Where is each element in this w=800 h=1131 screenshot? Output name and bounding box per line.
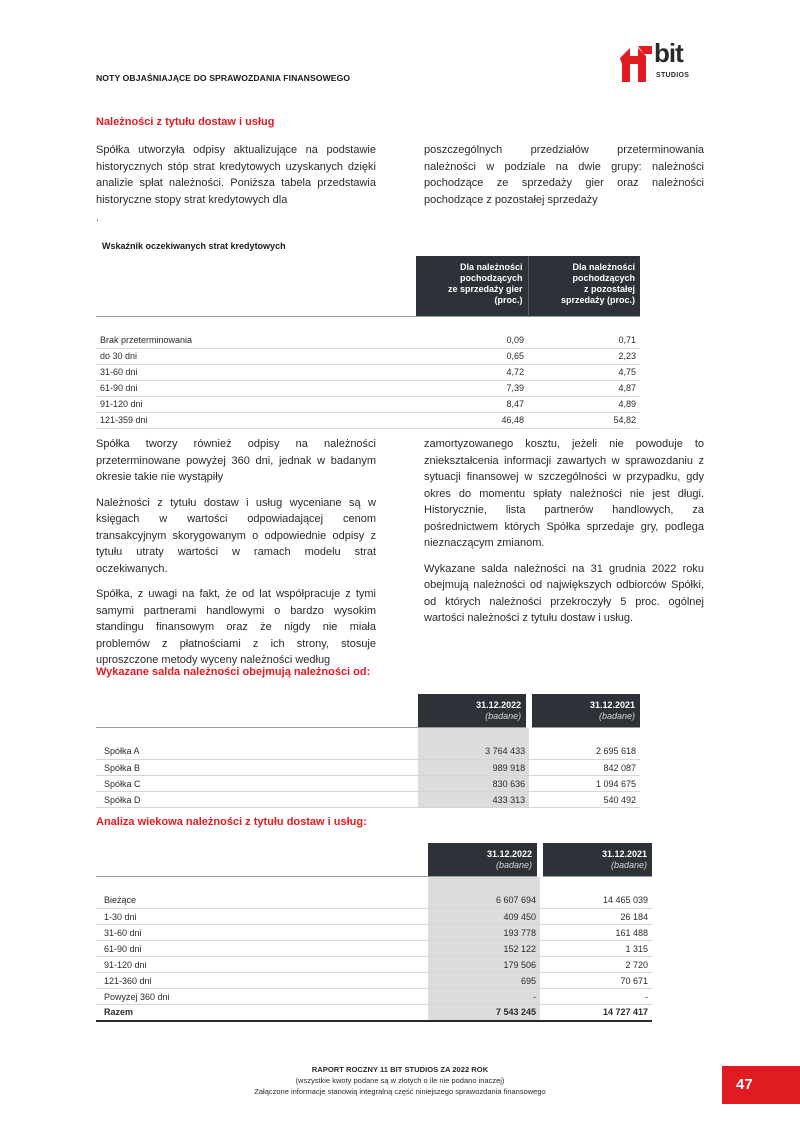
table-row: 121-360 dni 695 70 671: [96, 973, 652, 989]
total-row: Razem 7 543 245 14 727 417: [96, 1005, 652, 1021]
ecl-col-games-header: Dla należności pochodzących ze sprzedaży gier (proc.): [416, 256, 528, 316]
table-row: 91-120 dni 8,47 4,89: [96, 396, 640, 412]
intro-paragraph-left: Spółka utworzyła odpisy aktualizujące na podstawie historycznych stóp strat kredytowych uzyskanych dzięki analizie spłat należności. Poniższa tabela przedstawia historyczne stopy strat kredytowych dla: [96, 144, 376, 206]
policy-paragraph: Wykazane salda należności na 31 grudnia 2022 roku obejmują należności od największych odbiorców Spółki, od których należności przekroczyły 5 proc. ogólnej wartości należności z tytułu dostaw i usług.: [424, 562, 704, 624]
footer-integral-note: Załączone informacje stanowią integralną część niniejszego sprawozdania finansowego: [254, 1087, 546, 1096]
aging-col-2021-header: 31.12.2021 (badane): [540, 843, 652, 877]
stray-dot: .: [96, 213, 99, 224]
section-title-receivables: Należności z tytułu dostaw i usług: [96, 116, 275, 128]
ecl-table-header-row: [96, 256, 640, 316]
intro-paragraph-right: poszczególnych przedziałów przeterminowania należności w podziale na dwie grupy: należności pochodzące ze sprzedaży gier oraz należności pochodzące z pozostałej sprzedaży: [424, 144, 704, 206]
page-number: 47: [722, 1066, 800, 1104]
logo-text: bit: [654, 38, 683, 68]
table-row: do 30 dni 0,65 2,23: [96, 348, 640, 364]
table-row: 91-120 dni 179 506 2 720: [96, 957, 652, 973]
document-header-title: NOTY OBJAŚNIAJĄCE DO SPRAWOZDANIA FINANSOWEGO: [96, 73, 351, 83]
balances-header-row: [96, 694, 640, 728]
intro-text-right: [424, 142, 704, 217]
table-row: 1-30 dni 409 450 26 184: [96, 909, 652, 925]
ecl-col-other-header: Dla należności pochodzących z pozostałej sprzedaży (proc.): [528, 256, 640, 316]
aging-table: [96, 843, 652, 1022]
policy-paragraph: Należności z tytułu dostaw i usług wyceniane są w księgach w wartości odpowiadającej cenom transakcyjnym skorygowanym o odpowiednie odpisy z tytułu utraty wartości w ramach modelu strat oczekiwanych.: [96, 496, 376, 575]
table-row: Bieżące 6 607 694 14 465 039: [96, 893, 652, 909]
table-row: 61-90 dni 152 122 1 315: [96, 941, 652, 957]
policy-text-right: [424, 436, 704, 636]
table-row: Spółka B 989 918 842 087: [96, 760, 640, 776]
section-title-aging: Analiza wiekowa należności z tytułu dostaw i usług:: [96, 816, 367, 828]
table-row: Spółka D 433 313 540 492: [96, 792, 640, 808]
balances-col-2021-header: 31.12.2021 (badane): [529, 694, 640, 728]
ecl-table-caption: Wskaźnik oczekiwanych strat kredytowych: [102, 241, 286, 251]
balances-col-2022-header: 31.12.2022 (badane): [418, 694, 529, 728]
balances-table: [96, 694, 640, 808]
page-footer: [0, 1064, 800, 1097]
footer-currency-note: (wszystkie kwoty podane są w złotych o ile nie podano inaczej): [295, 1076, 505, 1085]
table-row: 31-60 dni 193 778 161 488: [96, 925, 652, 941]
policy-paragraph: Spółka tworzy również odpisy na należności przeterminowane powyżej 360 dni, jednak w badanym okresie takie nie wystąpiły: [96, 438, 376, 483]
table-row: Brak przeterminowania 0,09 0,71: [96, 332, 640, 348]
table-row: Spółka A 3 764 433 2 695 618: [96, 744, 640, 760]
aging-header-row: [96, 843, 652, 877]
intro-text-left: [96, 142, 376, 217]
footer-report-title: RAPORT ROCZNY 11 BIT STUDIOS ZA 2022 ROK: [311, 1065, 489, 1074]
table-row: Powyżej 360 dni - -: [96, 989, 652, 1005]
section-title-balances: Wykazane salda należności obejmują należności od:: [96, 666, 371, 678]
table-row: Spółka C 830 636 1 094 675: [96, 776, 640, 792]
ecl-table: [96, 256, 640, 429]
aging-col-2022-header: 31.12.2022 (badane): [428, 843, 540, 877]
policy-paragraph: zamortyzowanego kosztu, jeżeli nie powoduje to zniekształcenia informacji zawartych w sprawozdaniu z sytuacji finansowej w szczególności w przypadku, gdy okres do momentu spłaty należności nie jest długi. Historycznie, lista partnerów handlowych, za pośrednictwem których Spółka sprzedaje gry, podlega nieznaczącym zmianom.: [424, 438, 704, 549]
policy-text-left: [96, 436, 376, 678]
policy-paragraph: Spółka, z uwagi na fakt, że od lat współpracuje z tymi samymi partnerami handlowymi o bardzo wysokim standingu finansowym oraz że nigdy nie miała problemów z płatnościami z ich strony, stosuje uproszczone metody wyceny należności według: [96, 588, 376, 666]
table-row: 121-359 dni 46,48 54,82: [96, 412, 640, 428]
logo-subtext: STUDIOS: [656, 72, 690, 79]
table-row: 61-90 dni 7,39 4,87: [96, 380, 640, 396]
table-row: 31-60 dni 4,72 4,75: [96, 364, 640, 380]
